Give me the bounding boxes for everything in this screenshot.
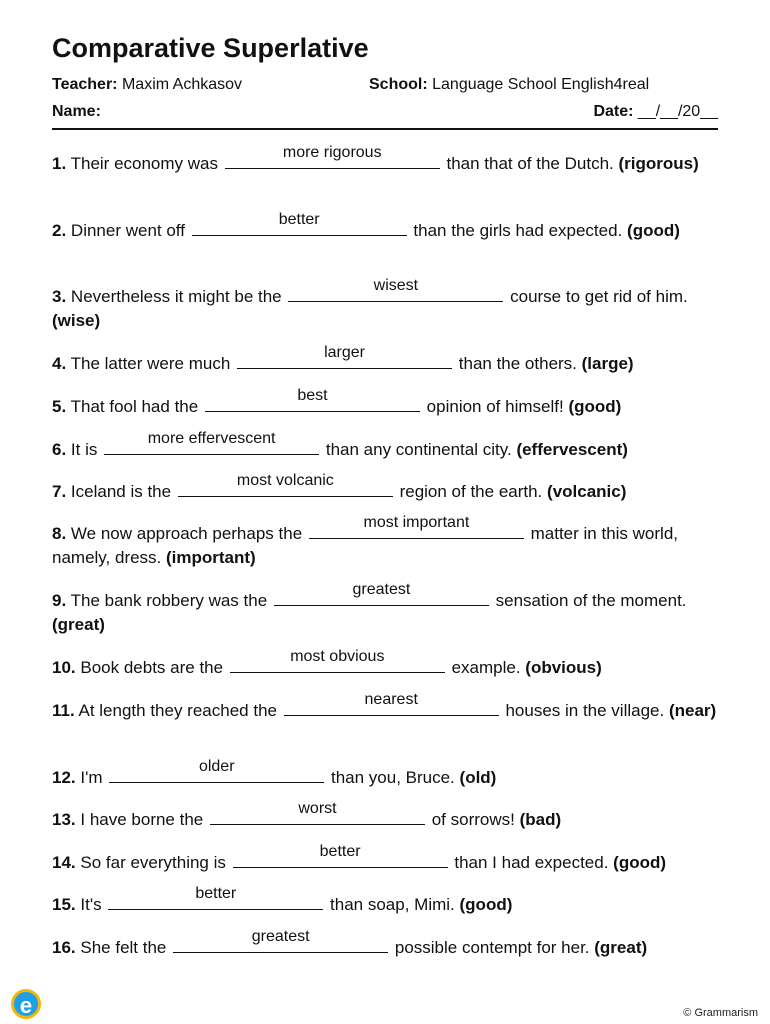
question-text-after: course to get rid of him. — [510, 287, 688, 306]
question-number: 11. — [52, 701, 75, 720]
brand-logo-icon: e — [11, 989, 41, 1019]
question-item — [52, 758, 722, 790]
date-label: Date: — [593, 103, 634, 120]
question-number: 5. — [52, 397, 67, 416]
question-number: 7. — [52, 482, 67, 501]
question-item — [52, 144, 722, 176]
question-item — [52, 472, 722, 504]
question-text-after: possible contempt for her. — [394, 938, 590, 957]
question-number: 15. — [52, 895, 76, 914]
question-item — [52, 514, 722, 570]
teacher-name: Maxim Achkasov — [121, 76, 243, 93]
answer-blank[interactable] — [205, 387, 420, 412]
question-number: 8. — [52, 524, 67, 543]
answer-text: worst — [298, 800, 337, 817]
word-hint: (good) — [613, 853, 667, 872]
question-text-before: Their economy was — [70, 154, 218, 173]
word-hint: (large) — [581, 354, 634, 373]
question-item — [52, 648, 722, 680]
school-line — [369, 76, 649, 94]
answer-text: more effervescent — [147, 430, 276, 447]
question-text-before: It's — [80, 895, 102, 914]
answer-text: more rigorous — [282, 144, 382, 161]
answer-text: most volcanic — [236, 472, 334, 489]
answer-blank[interactable] — [173, 928, 388, 953]
answer-text: better — [195, 885, 237, 902]
question-text-before: Dinner went off — [70, 221, 185, 240]
question-number: 1. — [52, 154, 67, 173]
question-text-after: than soap, Mimi. — [330, 895, 455, 914]
question-text-after: than the girls had expected. — [413, 221, 623, 240]
question-item — [52, 211, 722, 243]
question-text-after: example. — [451, 658, 521, 677]
word-hint: (rigorous) — [618, 154, 699, 173]
teacher-label: Teacher: — [52, 76, 118, 93]
word-hint: (great) — [594, 938, 648, 957]
answer-text: most important — [363, 514, 470, 531]
name-label: Name: — [52, 103, 101, 120]
word-hint: (great) — [52, 615, 105, 634]
question-text-before: She felt the — [80, 938, 167, 957]
word-hint: (good) — [568, 397, 622, 416]
question-text-before: So far everything is — [80, 853, 226, 872]
answer-blank[interactable] — [210, 800, 425, 825]
answer-blank[interactable] — [274, 581, 489, 606]
answer-blank[interactable] — [178, 472, 393, 497]
answer-blank[interactable] — [288, 277, 503, 302]
question-text-before: It is — [70, 440, 98, 459]
question-text-after: opinion of himself! — [426, 397, 564, 416]
question-text-before: Nevertheless it might be the — [70, 287, 282, 306]
answer-text: wisest — [373, 277, 419, 294]
question-item — [52, 344, 722, 376]
question-text-before: The latter were much — [70, 354, 231, 373]
question-text-before: We now approach perhaps the — [70, 524, 303, 543]
answer-blank[interactable] — [104, 430, 319, 455]
word-hint: (good) — [459, 895, 513, 914]
answer-text: better — [319, 843, 361, 860]
answer-blank[interactable] — [192, 211, 407, 236]
question-text-after: matter in this world, namely, dress. — [52, 524, 679, 567]
answer-text: larger — [324, 344, 365, 361]
question-number: 13. — [52, 810, 76, 829]
word-hint: (volcanic) — [547, 482, 627, 501]
question-item — [52, 387, 722, 419]
question-number: 2. — [52, 221, 67, 240]
word-hint: (near) — [668, 701, 717, 720]
question-number: 10. — [52, 658, 76, 677]
answer-text: nearest — [364, 691, 418, 708]
answer-blank[interactable] — [284, 691, 499, 716]
question-item — [52, 800, 722, 832]
question-number: 3. — [52, 287, 67, 306]
question-text-after: sensation of the moment. — [495, 591, 687, 610]
answer-blank[interactable] — [109, 758, 324, 783]
question-text-after: than any continental city. — [325, 440, 512, 459]
question-text-after: than the others. — [458, 354, 577, 373]
answer-text: greatest — [251, 928, 310, 945]
school-label: School: — [369, 76, 428, 93]
header-divider — [52, 128, 718, 130]
worksheet-title: Comparative Superlative — [52, 33, 369, 63]
question-number: 4. — [52, 354, 67, 373]
question-text-before: Book debts are the — [80, 658, 224, 677]
date-line — [593, 103, 718, 121]
question-number: 16. — [52, 938, 76, 957]
answer-text: most obvious — [290, 648, 385, 665]
question-number: 14. — [52, 853, 76, 872]
question-item — [52, 430, 722, 462]
answer-blank[interactable] — [225, 144, 440, 169]
answer-blank[interactable] — [233, 843, 448, 868]
answer-text: better — [278, 211, 320, 228]
teacher-line — [52, 76, 242, 94]
question-text-before: I have borne the — [80, 810, 204, 829]
question-text-after: than you, Bruce. — [330, 768, 455, 787]
question-item — [52, 928, 722, 960]
question-item — [52, 581, 722, 637]
question-text-after: of sorrows! — [431, 810, 515, 829]
question-text-before: I'm — [80, 768, 103, 787]
answer-text: greatest — [352, 581, 411, 598]
word-hint: (bad) — [519, 810, 562, 829]
answer-text: older — [198, 758, 235, 775]
word-hint: (effervescent) — [516, 440, 628, 459]
question-text-before: Iceland is the — [70, 482, 172, 501]
date-value: __/__/20__ — [637, 103, 718, 120]
question-text-before: The bank robbery was the — [70, 591, 268, 610]
answer-blank[interactable] — [237, 344, 452, 369]
copyright-notice: © Grammarism — [683, 1007, 758, 1019]
question-item — [52, 277, 722, 333]
question-number: 6. — [52, 440, 67, 459]
question-text-before: At length they reached the — [78, 701, 277, 720]
question-text-after: region of the earth. — [399, 482, 543, 501]
answer-text: best — [297, 387, 328, 404]
answer-blank[interactable] — [108, 885, 323, 910]
question-item — [52, 691, 722, 723]
question-text-before: That fool had the — [70, 397, 199, 416]
word-hint: (good) — [627, 221, 680, 240]
question-item — [52, 843, 722, 875]
word-hint: (wise) — [52, 311, 101, 330]
word-hint: (old) — [459, 768, 497, 787]
question-text-after: than I had expected. — [454, 853, 609, 872]
question-item — [52, 885, 722, 917]
question-number: 9. — [52, 591, 67, 610]
word-hint: (obvious) — [525, 658, 602, 677]
answer-blank[interactable] — [230, 648, 445, 673]
question-number: 12. — [52, 768, 76, 787]
word-hint: (important) — [166, 548, 256, 567]
question-text-after: houses in the village. — [505, 701, 665, 720]
answer-blank[interactable] — [309, 514, 524, 539]
question-text-after: than that of the Dutch. — [446, 154, 614, 173]
school-name: Language School English4real — [432, 76, 650, 93]
